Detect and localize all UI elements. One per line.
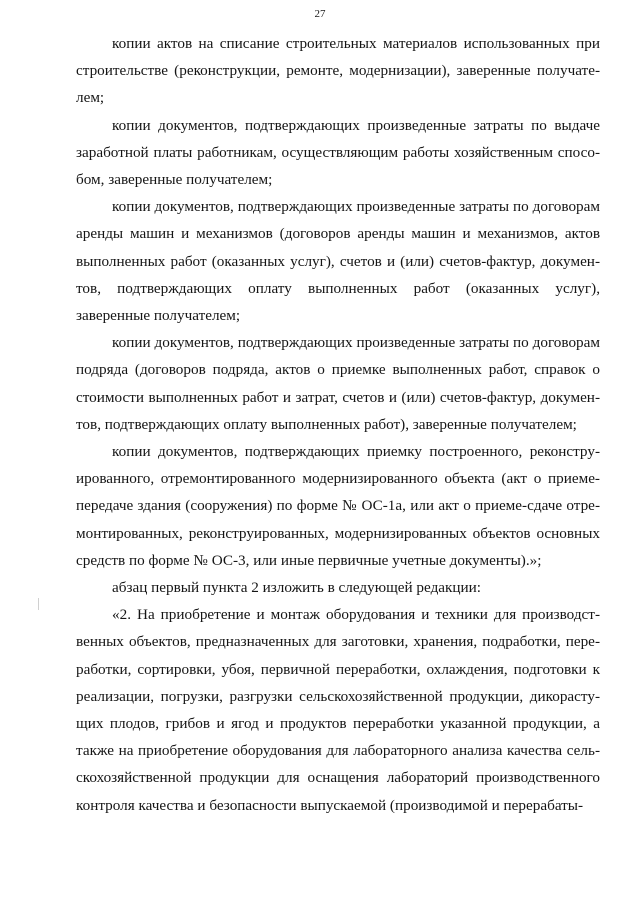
- paragraph-contract-work: копии документов, подтверждающих произведенные затраты по договорам подряда (договоров подряда, актов о приемке выполненных работ, справок о стоимости выполненных работ и затрат, счетов и (или) счетов-фактур, документов, подтверждающих оплату выполненных работ), заверенные получателем;: [76, 334, 600, 433]
- paragraph-clause-2: «2. На приобретение и монтаж оборудования и техники для производственных объектов, предназначенных для заготовки, хранения, подработки, переработки, сортировки, убоя, первичной переработки, охлаждения, подготовки к реализации, погрузки, разгрузки сельскохозяйственной продукции, дикорастущих плодов, грибов и ягод и продуктов переработки указанной продукции, а также на приобретение оборудования для лабораторного анализа качества сельскохозяйственной продукции для оснащения лабораторий производственного контроля качества и безопасности выпускаемой (производимой и перерабаты-: [76, 606, 600, 814]
- page-number: 27: [314, 8, 326, 20]
- paragraph-machine-rental: копии документов, подтверждающих произведенные затраты по договорам аренды машин и механизмов (договоров аренды машин и механизмов, актов выполненных работ (оказанных услуг), счетов и (или) счетов-фактур, документов, подтверждающих оплату выполненных работ (оказанных услуг), заверенные получателем;: [76, 198, 600, 325]
- document-body: [76, 30, 600, 819]
- paragraph-wages: копии документов, подтверждающих произведенные затраты по выдаче заработной платы работникам, осуществляющим работы хозяйственным способом, заверенные получателем;: [76, 116, 600, 189]
- paragraph-acceptance-docs: копии документов, подтверждающих приемку построенного, реконструированного, отремонтированного модернизированного объекта (акт о приеме-передаче здания (сооружения) по форме № ОС-1а, или акт о приеме-сдаче отремонтированных, реконструированных, модернизированных объектов основных средств по форме № ОС-3, или иные первичные учетные документы).»;: [76, 443, 600, 569]
- paragraph-construction-materials: копии актов на списание строительных материалов использованных при строительстве (реконструкции, ремонте, модернизации), заверенные получателем;: [76, 35, 600, 107]
- paragraph-amendment-intro: абзац первый пункта 2 изложить в следующей редакции:: [112, 579, 482, 597]
- margin-mark: [38, 598, 39, 610]
